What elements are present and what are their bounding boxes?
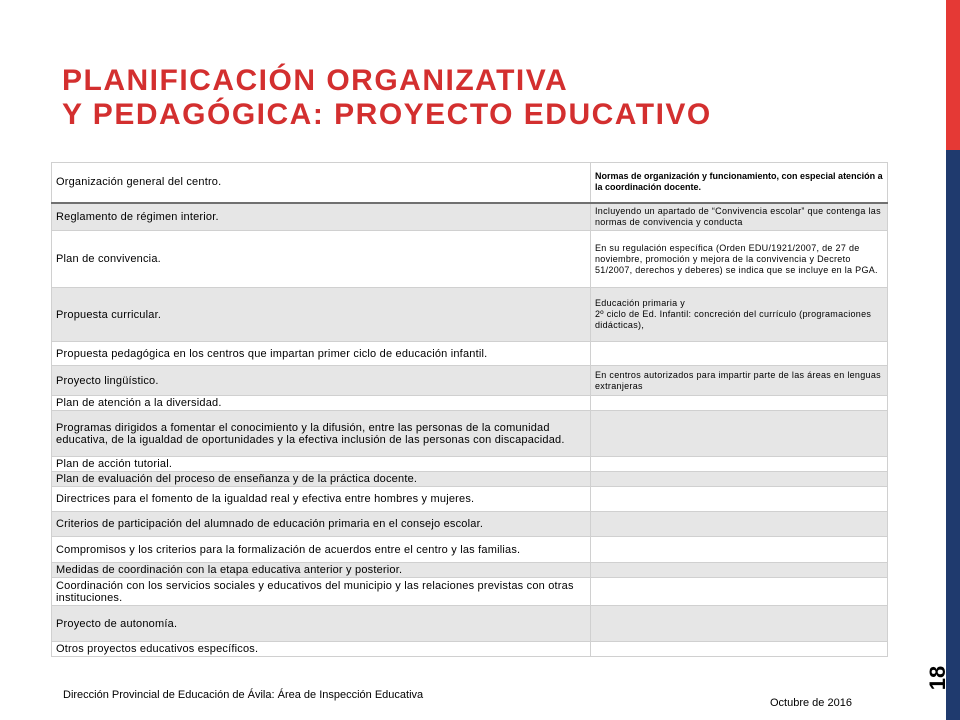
table-cell-item: Proyecto de autonomía.: [52, 606, 591, 642]
slide-title: [62, 64, 922, 132]
side-accent-blue: [946, 150, 960, 720]
table-cell-note: Incluyendo un apartado de “Convivencia escolar” que contenga las normas de convivencia y conducta: [591, 203, 888, 231]
table-cell-item: Criterios de participación del alumnado de educación primaria en el consejo escolar.: [52, 512, 591, 537]
table-row: [52, 578, 888, 606]
slide-title-line-1: PLANIFICACIÓN ORGANIZATIVA: [62, 64, 569, 97]
table-cell-note: [591, 411, 888, 457]
table-cell-item: Propuesta curricular.: [52, 288, 591, 342]
table-cell-note: Educación primaria y 2º ciclo de Ed. Infantil: concreción del currículo (programaciones didácticas),: [591, 288, 888, 342]
table-row: [52, 396, 888, 411]
table-cell-note: [591, 537, 888, 563]
table-cell-item: Plan de acción tutorial.: [52, 457, 591, 472]
table-cell-note: [591, 457, 888, 472]
table-cell-item: Plan de atención a la diversidad.: [52, 396, 591, 411]
table-cell-item: Reglamento de régimen interior.: [52, 203, 591, 231]
table-row: [52, 537, 888, 563]
table-cell-note: En centros autorizados para impartir parte de las áreas en lenguas extranjeras: [591, 366, 888, 396]
table-cell-note: [591, 512, 888, 537]
table-row: [52, 288, 888, 342]
table-row: [52, 642, 888, 657]
table-row: [52, 487, 888, 512]
table-cell-item: Proyecto lingüístico.: [52, 366, 591, 396]
table-cell-note: [591, 396, 888, 411]
table-row: [52, 366, 888, 396]
table-row: [52, 512, 888, 537]
footer-date: Octubre de 2016: [770, 697, 852, 709]
table-cell-note: [591, 563, 888, 578]
table-row: [52, 231, 888, 288]
table-cell-note: [591, 578, 888, 606]
proyecto-educativo-table: [51, 162, 888, 657]
table-cell-item: Organización general del centro.: [52, 163, 591, 203]
table-cell-item: Otros proyectos educativos específicos.: [52, 642, 591, 657]
table-cell-note: [591, 472, 888, 487]
table-cell-item: Programas dirigidos a fomentar el conocimiento y la difusión, entre las personas de la comunidad educativa, de la igualdad de oportunidades y la efectiva inclusión de las personas con discapacidad.: [52, 411, 591, 457]
page-number: 18: [925, 665, 950, 691]
table-cell-note: [591, 342, 888, 366]
table-row: [52, 606, 888, 642]
table-row: [52, 342, 888, 366]
table-cell-note: [591, 642, 888, 657]
table-cell-item: Coordinación con los servicios sociales y educativos del municipio y las relaciones previstas con otras instituciones.: [52, 578, 591, 606]
table-cell-note: En su regulación específica (Orden EDU/1921/2007, de 27 de noviembre, promoción y mejora de la convivencia y Decreto 51/2007, derechos y deberes) se indica que se incluye en la PGA.: [591, 231, 888, 288]
table-row: [52, 203, 888, 231]
table-cell-item: Plan de convivencia.: [52, 231, 591, 288]
table-row: [52, 411, 888, 457]
table-cell-note: Normas de organización y funcionamiento, con especial atención a la coordinación docente.: [591, 163, 888, 203]
table-row: [52, 472, 888, 487]
table-cell-item: Medidas de coordinación con la etapa educativa anterior y posterior.: [52, 563, 591, 578]
table-row: [52, 163, 888, 203]
table-cell-item: Compromisos y los criterios para la formalización de acuerdos entre el centro y las familias.: [52, 537, 591, 563]
table-cell-note: [591, 606, 888, 642]
table-row: [52, 563, 888, 578]
table-cell-item: Plan de evaluación del proceso de enseñanza y de la práctica docente.: [52, 472, 591, 487]
side-accent-red: [946, 0, 960, 150]
table-row: [52, 457, 888, 472]
slide-title-line-2: Y PEDAGÓGICA: PROYECTO EDUCATIVO: [62, 98, 712, 131]
table-cell-note: [591, 487, 888, 512]
table-cell-item: Directrices para el fomento de la igualdad real y efectiva entre hombres y mujeres.: [52, 487, 591, 512]
footer-organization: Dirección Provincial de Educación de Ávila: Área de Inspección Educativa: [63, 689, 424, 701]
table-cell-item: Propuesta pedagógica en los centros que impartan primer ciclo de educación infantil.: [52, 342, 591, 366]
